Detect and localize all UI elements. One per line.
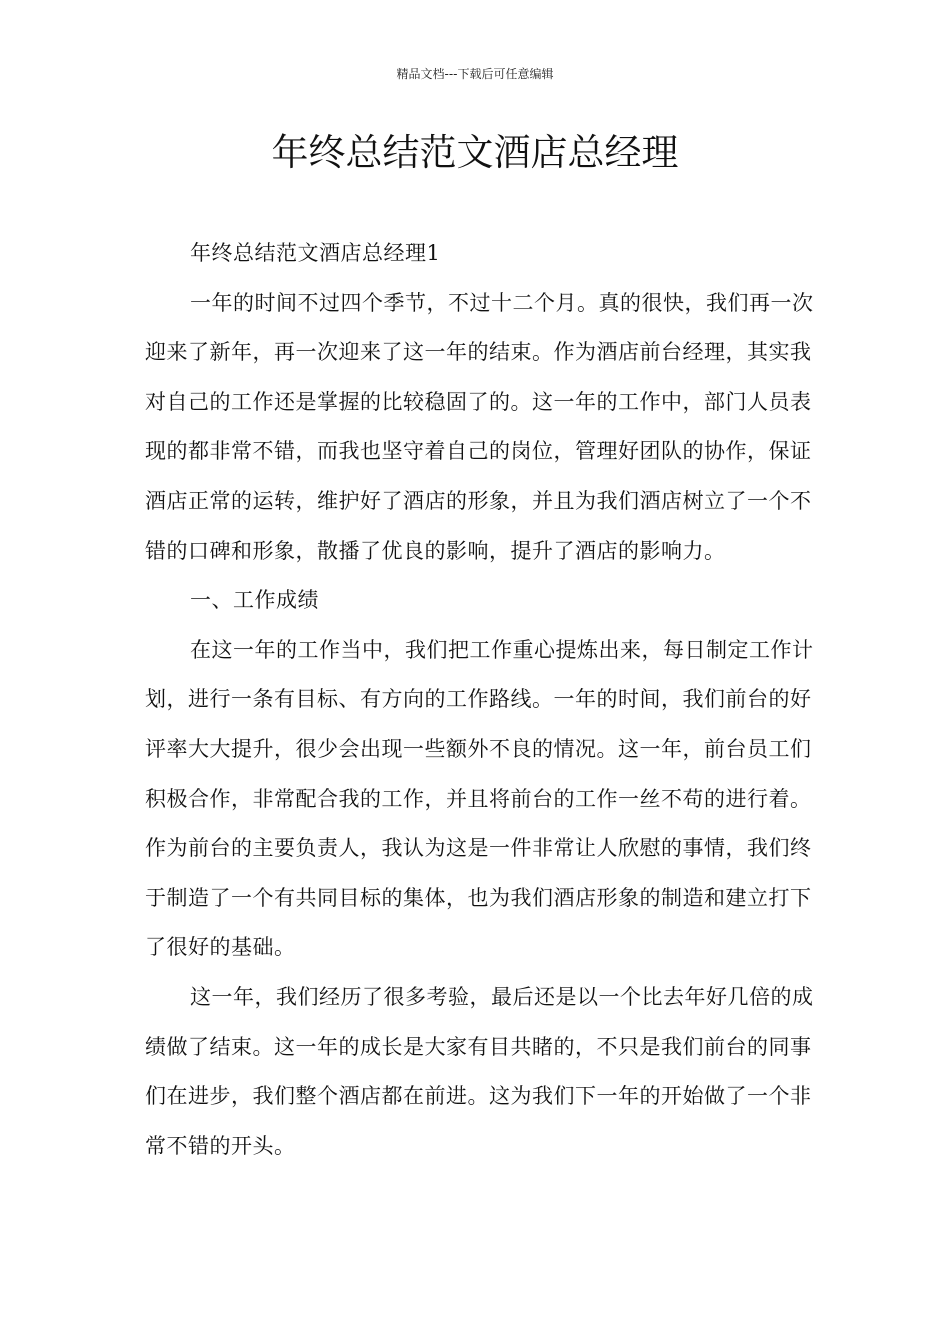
section-heading: 年终总结范文酒店总经理1 [190,241,441,265]
document-title: 年终总结范文酒店总经理 [271,131,679,174]
document-body [145,229,825,1171]
paragraph: 一年的时间不过四个季节，不过十二个月。真的很快，我们再一次迎来了新年，再一次迎来了这一年的结束。作为酒店前台经理，其实我对自己的工作还是掌握的比较稳固了的。这一年的工作中，部门人员表现的都非常不错，而我也坚守着自己的岗位，管理好团队的协作，保证酒店正常的运转，维护好了酒店的形象，并且为我们酒店树立了一个不错的口碑和形象，散播了优良的影响，提升了酒店的影响力。 [145,290,814,563]
paragraph: 在这一年的工作当中，我们把工作重心提炼出来，每日制定工作计划，进行一条有目标、有方向的工作路线。一年的时间，我们前台的好评率大大提升，很少会出现一些额外不良的情况。这一年，前台员工们积极合作，非常配合我的工作，并且将前台的工作一丝不苟的进行着。作为前台的主要负责人，我认为这是一件非常让人欣慰的事情，我们终于制造了一个有共同目标的集体，也为我们酒店形象的制造和建立打下了很好的基础。 [145,637,814,960]
paragraph: 这一年，我们经历了很多考验，最后还是以一个比去年好几倍的成绩做了结束。这一年的成长是大家有目共睹的，不只是我们前台的同事们在进步，我们整个酒店都在前进。这为我们下一年的开始做了一个非常不错的开头。 [145,984,814,1158]
header-note: 精品文档---下载后可任意编辑 [396,67,554,81]
subsection-heading: 一、工作成绩 [190,588,319,613]
